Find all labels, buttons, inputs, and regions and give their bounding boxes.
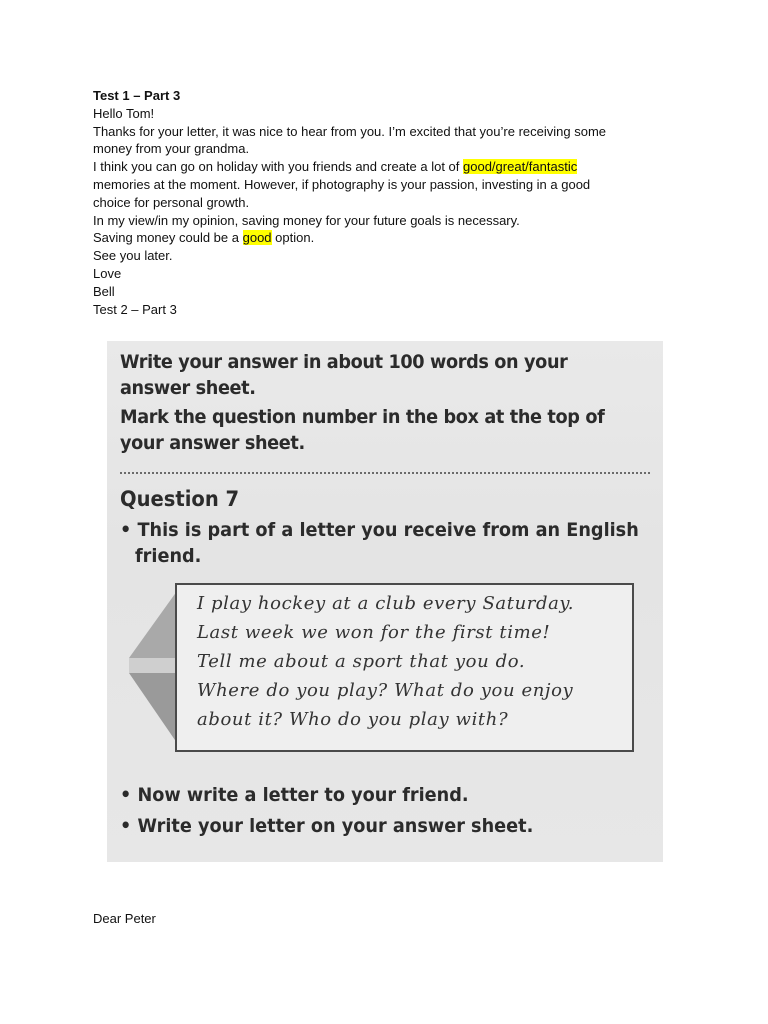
question-title: Question 7: [120, 487, 240, 511]
bullet-text: • Write your: [120, 815, 250, 837]
letter-greeting: Hello Tom!: [93, 105, 155, 121]
bullet-instruction: [120, 815, 533, 837]
letter-signoff: Love: [93, 265, 122, 281]
handwritten-line: about it? Who do you play with?: [197, 709, 509, 730]
letter-line: [93, 229, 663, 247]
bullet-instruction: • This is part of a letter you receive from an English: [120, 519, 639, 541]
instruction-line: your answer sheet.: [120, 432, 305, 454]
instruction-line: Mark the question number in the box at the top of: [120, 406, 605, 428]
section-title-test1: Test 1 – Part 3: [93, 88, 181, 103]
bullet-instruction: friend.: [135, 545, 202, 567]
letter-text: I think you can go on holiday with you friends and create a lot of: [93, 159, 464, 175]
letter-excerpt: [127, 583, 632, 753]
letter-line: money from your grandma.: [93, 141, 250, 157]
handwritten-note-box: [175, 583, 634, 752]
handwritten-line: I play hockey at a club every Saturday.: [197, 593, 575, 614]
instruction-line: Write your answer in about 100 words on your: [120, 351, 568, 373]
exam-task-image: [107, 341, 663, 862]
instruction-line: answer sheet.: [120, 377, 256, 399]
handwritten-line: Last week we won for the first time!: [197, 622, 551, 643]
bullet-instruction: • Now write a letter to your friend.: [120, 784, 469, 806]
highlighted-text: good: [242, 230, 272, 246]
bullet-text: on your answer sheet.: [304, 815, 534, 837]
handwritten-line: Tell me about a sport that you do.: [197, 651, 526, 672]
letter-text: option.: [271, 230, 315, 246]
highlighted-text: good/great/fantastic: [463, 159, 578, 175]
letter-closing: See you later.: [93, 248, 173, 264]
letter-line: choice for personal growth.: [93, 194, 250, 210]
section-title-test2: Test 2 – Part 3: [93, 301, 177, 317]
letter-line: [93, 158, 663, 176]
letter-line: Thanks for your letter, it was nice to hear from you. I’m excited that you’re receiving some: [93, 123, 606, 139]
letter-line: memories at the moment. However, if photography is your passion, investing in a good: [93, 176, 591, 192]
document-body: [93, 87, 663, 318]
bullet-bold-word: letter: [249, 815, 305, 837]
handwritten-line: Where do you play? What do you enjoy: [197, 680, 574, 701]
letter-line: In my view/in my opinion, saving money for your future goals is necessary.: [93, 212, 520, 228]
letter-signature: Bell: [93, 283, 115, 299]
dotted-divider: [120, 472, 650, 474]
salutation: Dear Peter: [93, 911, 156, 926]
letter-text: Saving money could be a: [93, 230, 243, 246]
